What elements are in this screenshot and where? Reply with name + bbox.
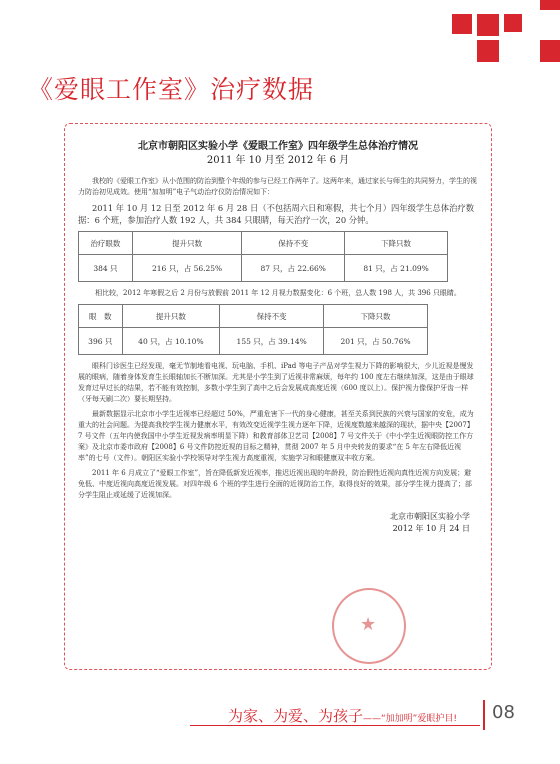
- decor-square: [540, 40, 560, 62]
- table-header: 提升只数: [122, 305, 220, 328]
- table-cell: 87 只，占 22.66%: [242, 255, 345, 282]
- table-cell: 40 只，占 10.10%: [122, 328, 220, 355]
- table-cell: 155 只，占 39.14%: [220, 328, 324, 355]
- table-cell: 201 只，占 50.76%: [324, 328, 428, 355]
- paragraph: 2011 年 6 月成立了“爱眼工作室”，旨在降低新发近视率，推迟近视出现的年龄段，防治假性近视向真性近视方向发展；避免低、中度近视向高度近视发展。对四年级 6 个班的学生进行全面的近视防治工作，取得良好的效果，部分学生视力提高了；部分学生阻止或延缓了近视加深。: [78, 469, 472, 499]
- document-period: 2011 年 10 月至 2012 年 6 月: [206, 155, 350, 166]
- decor-square: [477, 40, 499, 62]
- table-header: 下降只数: [345, 232, 448, 255]
- signature-school: 北京市朝阳区实验小学: [390, 512, 470, 521]
- document-title: 北京市朝阳区实验小学《爱眼工作室》四年级学生总体治疗情况: [138, 141, 418, 152]
- table-cell: 81 只，占 21.09%: [345, 255, 448, 282]
- table-header: 保持不变: [242, 232, 345, 255]
- page-number-bar: [483, 700, 485, 730]
- page-number: 08: [492, 702, 515, 723]
- footer-slogan: 为家、为爱、为孩子: [228, 707, 364, 725]
- table-header: 治疗眼数: [79, 232, 133, 255]
- official-seal: [332, 588, 406, 664]
- decor-square: [477, 14, 499, 36]
- footer-subtitle: ——“加加明”爱眼护目!: [363, 714, 457, 724]
- treatment-table: [78, 231, 448, 282]
- page-title: 《爱眼工作室》治疗数据: [28, 75, 315, 104]
- table-header: 保持不变: [220, 305, 324, 328]
- table-cell: 384 只: [79, 255, 133, 282]
- signature-date: 2012 年 10 月 24 日: [392, 524, 470, 533]
- decor-square: [452, 14, 472, 34]
- table-header: 下降只数: [324, 305, 428, 328]
- decor-square: [540, 0, 560, 10]
- paragraph: 我校的《爱眼工作室》从小范围的防治到整个年级的参与已经工作两年了。这两年来，通过家长与师生的共同努力，学生的视力防治初见成效。使用“加加明”电子气动治疗仪防治情况如下：: [78, 177, 477, 196]
- table-header: 眼 数: [79, 305, 123, 328]
- table-cell: 216 只，占 56.25%: [132, 255, 241, 282]
- paragraph: 最新数据显示北京市小学生近视率已经超过 50%，严重危害下一代的身心健康，甚至关系到民族的兴衰与国家的安危，成为重大的社会问题。为提高我校学生视力健康水平，有效改变近视学生视力逐年下降，近视度数越来越深的现状，据中央【2007】7 号文件（五年内使我国中小学生近视发病率明显下降）和教育部体卫艺司【2008】7 号文件关于《中小学生近视眼防控工作方案》及北京市委市政府【2008】6 号文件防控近视的目标之精神，贯彻 2007 年 5 月中央转发的要求“在 5 年左右降低近视率”的七号（文件）。朝阳区实验小学校领导对学生视力高度重视，实施学习和眼健康双丰收方案。: [78, 410, 474, 462]
- table-header: 提升只数: [132, 232, 241, 255]
- footer: [228, 705, 457, 726]
- table-cell: 396 只: [79, 328, 123, 355]
- star-icon: ★: [360, 614, 377, 635]
- comparison-table: [78, 304, 428, 355]
- paragraph: 相比较，2012 年寒假之后 2 月份与放假前 2011 年 12 月视力数据变化：6 个班，总人数 198 人，共 396 只眼睛。: [95, 289, 461, 297]
- paragraph: 眼科门诊医生已经发现，毫无节制地看电视、玩电脑、手机、iPad 等电子产品对学生视力下降的影响很大，少儿近视是慢发展的眼病，随着身体发育生长眼轴加长不断加深。尤其是小学生到了近视非常麻烦，每年约 100 度左右继续加深，这是由于眼球发育过早过长的结果，若不能有效控制，多数小学生到了高中之后会发展成高度近视（600 度以上）。保护视力像保护牙齿一样（牙每天刷二次）要长期坚持。: [78, 362, 474, 403]
- paragraph: 2011 年 10 月 12 日至 2012 年 6 月 28 日（不包括周六日和寒假，共七个月）四年级学生总体治疗数据：6 个班，参加治疗人数 192 人，共 384 只眼睛，每天治疗一次，20 分钟。: [78, 203, 474, 225]
- document-body: [78, 140, 478, 535]
- decor-square: [504, 14, 522, 32]
